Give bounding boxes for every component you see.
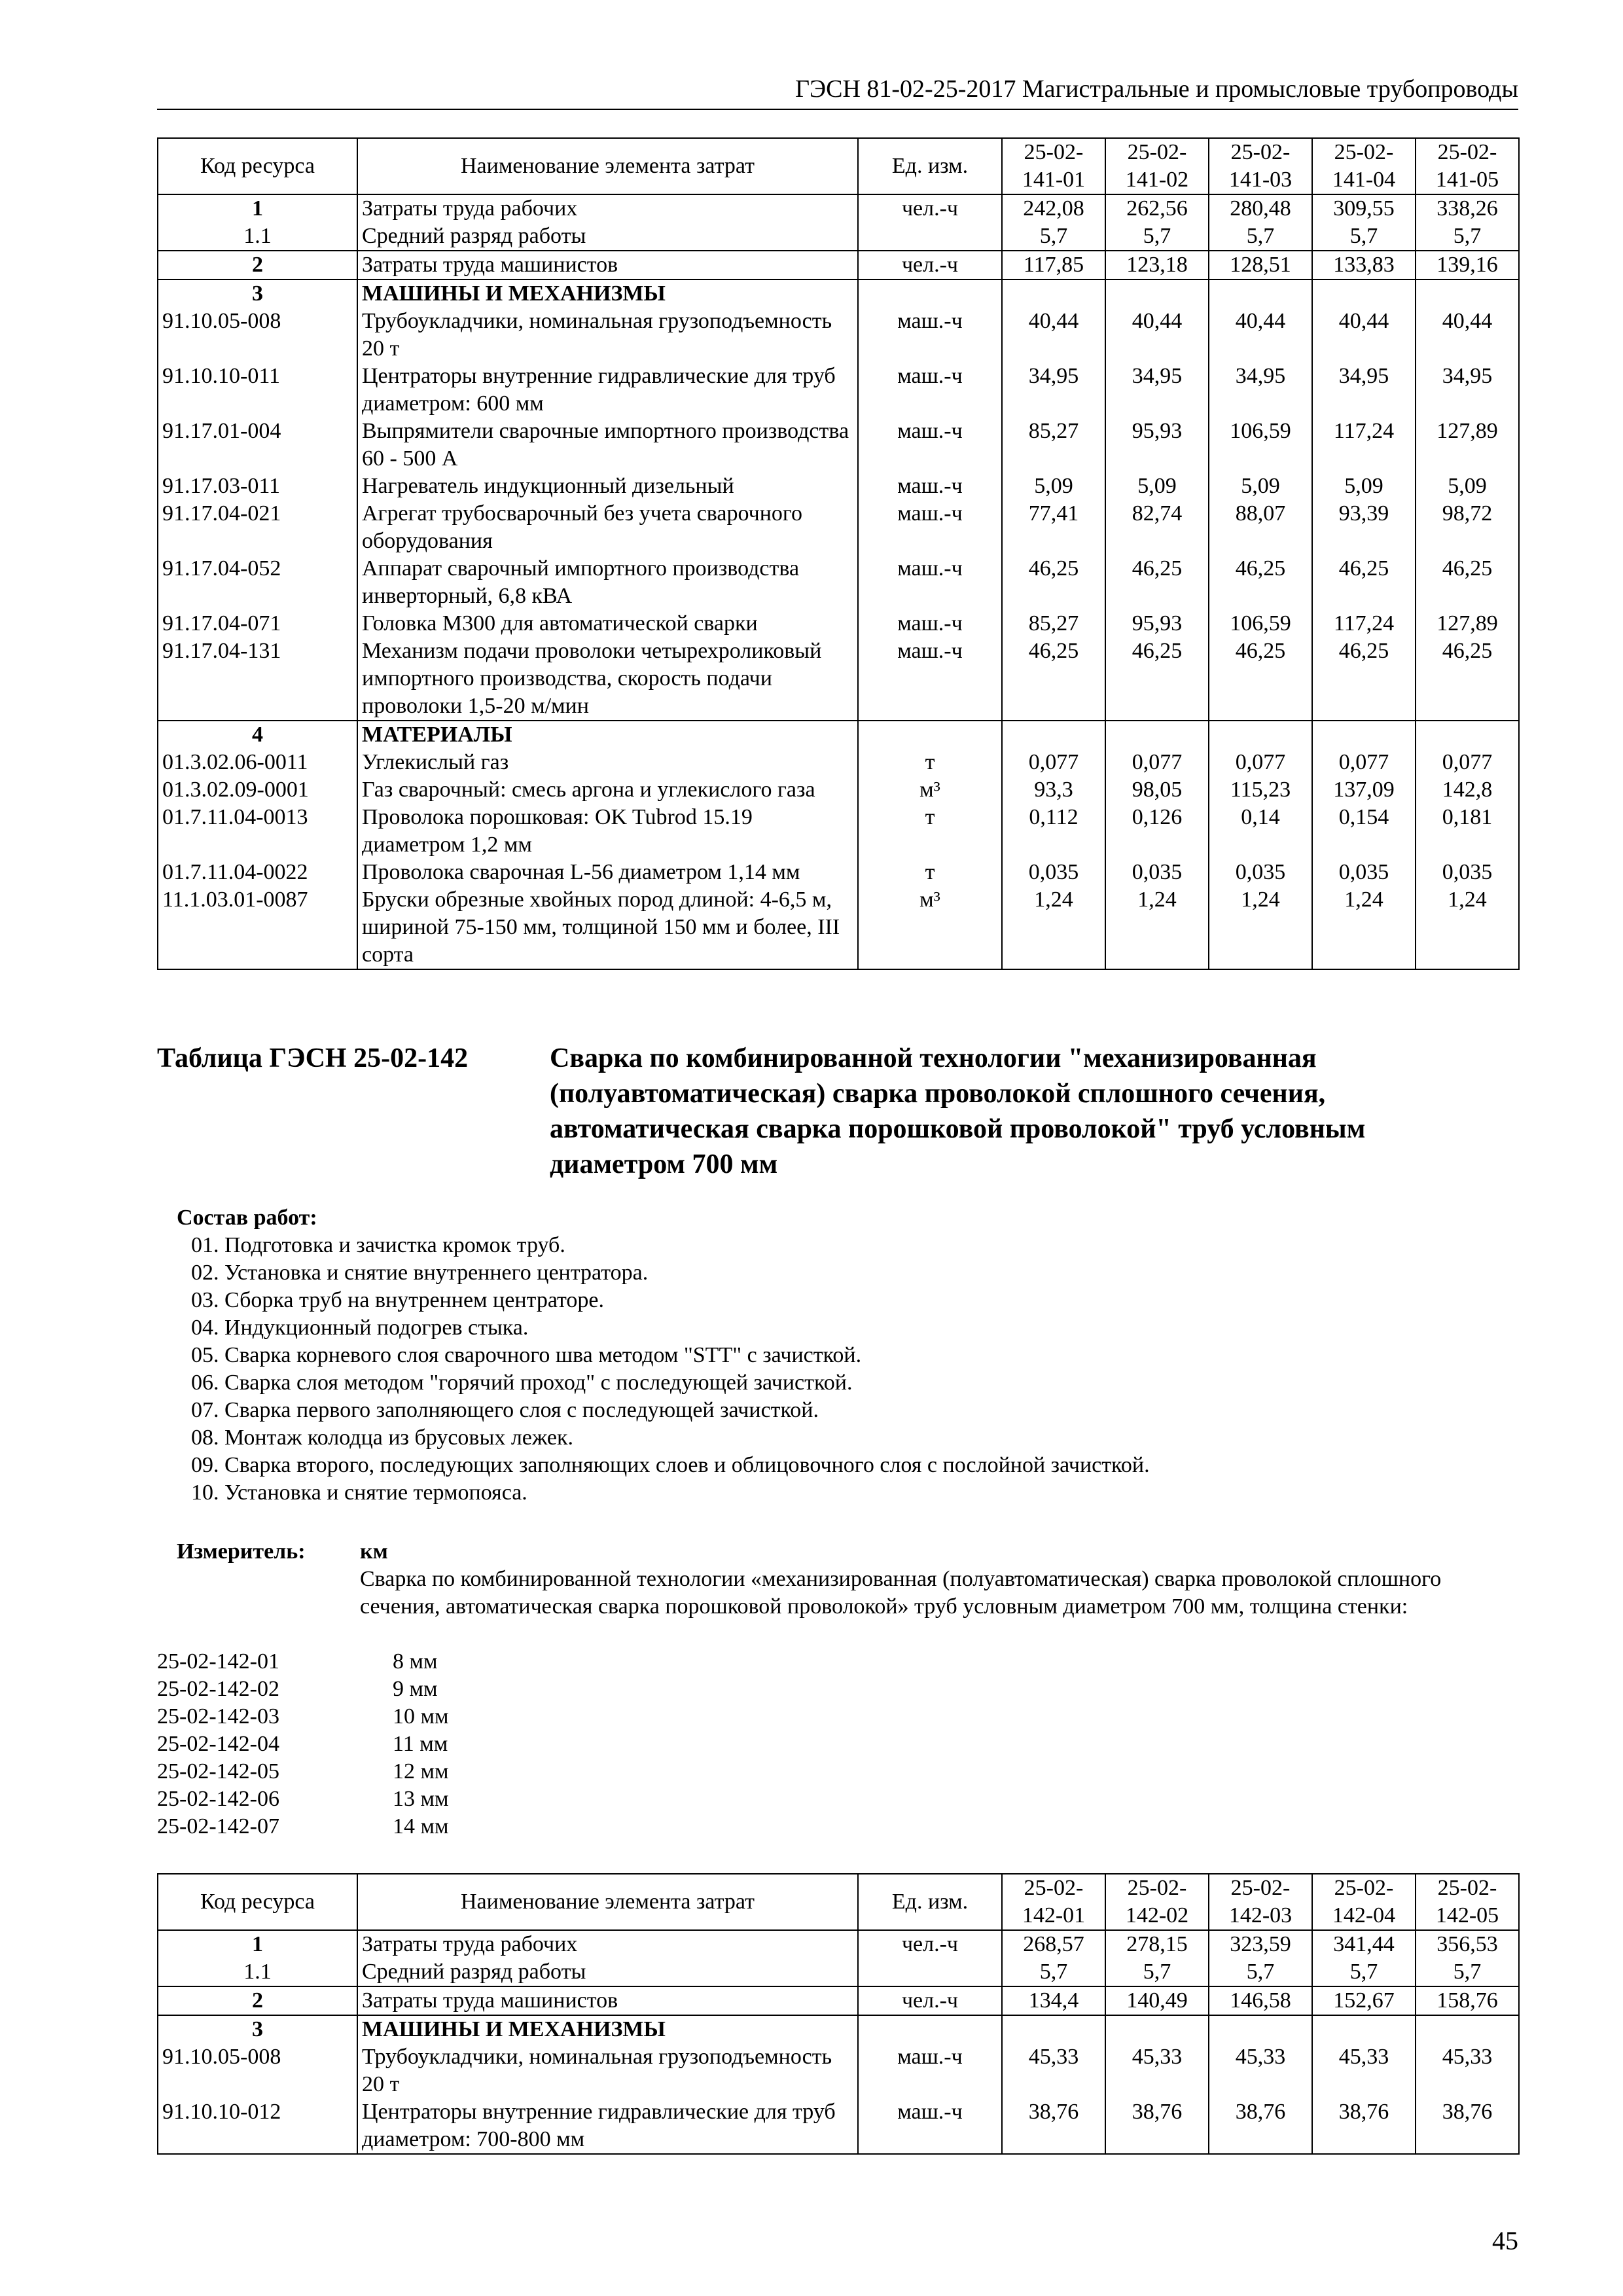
- resource-name-cell: Нагреватель индукционный дизельный: [357, 473, 858, 500]
- value-cell: 5,7: [1002, 1958, 1105, 1986]
- value-cell: 46,25: [1105, 555, 1209, 610]
- resource-name-cell: Средний разряд работы: [357, 223, 858, 251]
- value-cell: 46,25: [1312, 555, 1416, 610]
- value-cell: 152,67: [1312, 1986, 1416, 2015]
- column-header-code: Код ресурса: [158, 138, 357, 194]
- value-cell: [1002, 2015, 1105, 2043]
- value-cell: [1002, 721, 1105, 749]
- measure-row-code: 25-02-142-02: [157, 1677, 279, 1701]
- value-cell: 323,59: [1209, 1930, 1312, 1958]
- unit-cell: чел.-ч: [858, 194, 1002, 223]
- measure-row: [157, 1813, 615, 1840]
- unit-cell: [858, 223, 1002, 251]
- value-cell: [1105, 721, 1209, 749]
- measure-row-code: 25-02-142-05: [157, 1759, 279, 1784]
- work-composition-list: [157, 1232, 1518, 1507]
- value-cell: [1209, 2015, 1312, 2043]
- resource-code-cell: 1.1: [158, 1958, 357, 1986]
- column-header-norm: 25-02-142-02: [1105, 1874, 1209, 1930]
- resource-name-cell: Проволока порошковая: OK Tubrod 15.19 диаметром 1,2 мм: [357, 804, 858, 859]
- table-row: [158, 194, 1519, 223]
- measure-row-thickness: 10 мм: [393, 1704, 449, 1729]
- value-cell: 115,23: [1209, 776, 1312, 804]
- value-cell: 38,76: [1105, 2098, 1209, 2154]
- measure-row: [157, 1676, 615, 1703]
- value-cell: 34,95: [1105, 363, 1209, 418]
- column-header-norm: 25-02-141-01: [1002, 138, 1105, 194]
- value-cell: 0,077: [1312, 749, 1416, 776]
- value-cell: 0,112: [1002, 804, 1105, 859]
- value-cell: [1209, 721, 1312, 749]
- value-cell: 46,25: [1312, 637, 1416, 721]
- work-step-item: 04. Индукционный подогрев стыка.: [191, 1316, 529, 1340]
- resource-name-cell: Углекислый газ: [357, 749, 858, 776]
- table-row: [158, 859, 1519, 886]
- value-cell: [1416, 721, 1519, 749]
- table-heading-label: Таблица ГЭСН 25-02-142: [157, 1043, 469, 1073]
- resource-name-cell: МАШИНЫ И МЕХАНИЗМЫ: [357, 279, 858, 308]
- value-cell: 1,24: [1312, 886, 1416, 969]
- value-cell: 40,44: [1002, 308, 1105, 363]
- value-cell: 38,76: [1002, 2098, 1105, 2154]
- page-number: 45: [1492, 2226, 1518, 2255]
- resource-code-cell: 3: [158, 2015, 357, 2043]
- table-row: [158, 749, 1519, 776]
- value-cell: 5,09: [1416, 473, 1519, 500]
- value-cell: 268,57: [1002, 1930, 1105, 1958]
- resource-code-cell: 91.17.04-071: [158, 610, 357, 637]
- unit-cell: чел.-ч: [858, 251, 1002, 279]
- resource-name-cell: Аппарат сварочный импортного производства инверторный, 6,8 кВА: [357, 555, 858, 610]
- value-cell: 45,33: [1105, 2043, 1209, 2098]
- resource-name-cell: Центраторы внутренние гидравлические для труб диаметром: 700-800 мм: [357, 2098, 858, 2154]
- resource-code-cell: 91.17.03-011: [158, 473, 357, 500]
- value-cell: 38,76: [1416, 2098, 1519, 2154]
- value-cell: 40,44: [1416, 308, 1519, 363]
- measure-row: [157, 1648, 615, 1676]
- column-header-norm: 25-02-141-04: [1312, 138, 1416, 194]
- resource-code-cell: 11.1.03.01-0087: [158, 886, 357, 969]
- table-row: [158, 500, 1519, 555]
- work-step-item: 02. Установка и снятие внутреннего центратора.: [191, 1261, 649, 1285]
- value-cell: 85,27: [1002, 610, 1105, 637]
- resource-code-cell: 91.10.10-011: [158, 363, 357, 418]
- value-cell: 0,035: [1312, 859, 1416, 886]
- unit-cell: т: [858, 859, 1002, 886]
- unit-cell: т: [858, 804, 1002, 859]
- resource-table-141: [157, 137, 1520, 970]
- value-cell: 356,53: [1416, 1930, 1519, 1958]
- value-cell: 1,24: [1209, 886, 1312, 969]
- value-cell: 40,44: [1105, 308, 1209, 363]
- column-header-norm: 25-02-142-05: [1416, 1874, 1519, 1930]
- value-cell: 140,49: [1105, 1986, 1209, 2015]
- resource-name-cell: Центраторы внутренние гидравлические для труб диаметром: 600 мм: [357, 363, 858, 418]
- resource-table-142: [157, 1873, 1520, 2155]
- value-cell: 38,76: [1209, 2098, 1312, 2154]
- work-composition-heading: Состав работ:: [177, 1206, 317, 1230]
- value-cell: 5,7: [1105, 1958, 1209, 1986]
- value-cell: 0,035: [1209, 859, 1312, 886]
- measure-row: [157, 1731, 615, 1758]
- resource-code-cell: 2: [158, 251, 357, 279]
- value-cell: 0,14: [1209, 804, 1312, 859]
- column-header-norm: 25-02-141-03: [1209, 138, 1312, 194]
- unit-cell: маш.-ч: [858, 610, 1002, 637]
- value-cell: 77,41: [1002, 500, 1105, 555]
- value-cell: 38,76: [1312, 2098, 1416, 2154]
- value-cell: 34,95: [1209, 363, 1312, 418]
- value-cell: 93,39: [1312, 500, 1416, 555]
- resource-name-cell: Затраты труда рабочих: [357, 194, 858, 223]
- resource-code-cell: 91.17.04-131: [158, 637, 357, 721]
- value-cell: 142,8: [1416, 776, 1519, 804]
- value-cell: 5,09: [1312, 473, 1416, 500]
- unit-cell: маш.-ч: [858, 637, 1002, 721]
- table-row: [158, 555, 1519, 610]
- value-cell: 1,24: [1002, 886, 1105, 969]
- value-cell: 338,26: [1416, 194, 1519, 223]
- resource-code-cell: 1.1: [158, 223, 357, 251]
- value-cell: 128,51: [1209, 251, 1312, 279]
- resource-code-cell: 3: [158, 279, 357, 308]
- value-cell: 40,44: [1209, 308, 1312, 363]
- value-cell: 1,24: [1416, 886, 1519, 969]
- measure-row-thickness: 11 мм: [393, 1732, 448, 1756]
- value-cell: 242,08: [1002, 194, 1105, 223]
- resource-name-cell: Бруски обрезные хвойных пород длиной: 4-6,5 м, шириной 75-150 мм, толщиной 150 мм и более, III сорта: [357, 886, 858, 969]
- resource-name-cell: МАТЕРИАЛЫ: [357, 721, 858, 749]
- column-header-name: Наименование элемента затрат: [357, 138, 858, 194]
- table-row: [158, 363, 1519, 418]
- value-cell: 280,48: [1209, 194, 1312, 223]
- unit-cell: маш.-ч: [858, 363, 1002, 418]
- table-row: [158, 776, 1519, 804]
- unit-cell: маш.-ч: [858, 555, 1002, 610]
- resource-name-cell: МАШИНЫ И МЕХАНИЗМЫ: [357, 2015, 858, 2043]
- value-cell: 5,09: [1105, 473, 1209, 500]
- value-cell: 34,95: [1416, 363, 1519, 418]
- measure-row-thickness: 13 мм: [393, 1787, 449, 1811]
- work-step-item: 05. Сварка корневого слоя сварочного шва методом "STT" с зачисткой.: [191, 1343, 862, 1367]
- value-cell: 0,077: [1416, 749, 1519, 776]
- resource-code-cell: 91.10.05-008: [158, 2043, 357, 2098]
- work-step-item: 09. Сварка второго, последующих заполняющих слоев и облицовочного слоя с послойной зачисткой.: [191, 1453, 1150, 1477]
- value-cell: 5,09: [1209, 473, 1312, 500]
- resource-name-cell: Агрегат трубосварочный без учета сварочного оборудования: [357, 500, 858, 555]
- measure-row: [157, 1758, 615, 1785]
- table-row: [158, 637, 1519, 721]
- value-cell: 127,89: [1416, 418, 1519, 473]
- value-cell: 341,44: [1312, 1930, 1416, 1958]
- value-cell: 45,33: [1002, 2043, 1105, 2098]
- table-row: [158, 473, 1519, 500]
- work-step-item: 03. Сборка труб на внутреннем центраторе.: [191, 1288, 605, 1312]
- value-cell: 127,89: [1416, 610, 1519, 637]
- value-cell: 5,7: [1312, 223, 1416, 251]
- resource-code-cell: 91.17.04-052: [158, 555, 357, 610]
- value-cell: 137,09: [1312, 776, 1416, 804]
- value-cell: 93,3: [1002, 776, 1105, 804]
- resource-code-cell: 4: [158, 721, 357, 749]
- unit-cell: маш.-ч: [858, 2098, 1002, 2154]
- resource-code-cell: 1: [158, 1930, 357, 1958]
- value-cell: [1312, 2015, 1416, 2043]
- resource-name-cell: Трубоукладчики, номинальная грузоподъемность 20 т: [357, 308, 858, 363]
- resource-name-cell: Затраты труда рабочих: [357, 1930, 858, 1958]
- value-cell: 46,25: [1209, 637, 1312, 721]
- value-cell: 0,035: [1105, 859, 1209, 886]
- table-row: [158, 886, 1519, 969]
- table-row: [158, 1986, 1519, 2015]
- value-cell: 98,05: [1105, 776, 1209, 804]
- measure-description: Сварка по комбинированной технологии «механизированная (полуавтоматическая) сварка проволокой сплошного сечения, автоматическая сварка порошковой проволокой» труб условным диаметром 700 мм, толщина стенки:: [360, 1567, 1442, 1619]
- table-row: [158, 610, 1519, 637]
- value-cell: 117,24: [1312, 418, 1416, 473]
- value-cell: 0,077: [1002, 749, 1105, 776]
- value-cell: 5,09: [1002, 473, 1105, 500]
- value-cell: [1416, 279, 1519, 308]
- value-cell: [1209, 279, 1312, 308]
- column-header-norm: 25-02-142-03: [1209, 1874, 1312, 1930]
- value-cell: [1105, 2015, 1209, 2043]
- table-row: [158, 721, 1519, 749]
- measure-row-thickness: 12 мм: [393, 1759, 449, 1784]
- table-heading-title: Сварка по комбинированной технологии "механизированная (полуавтоматическая) сварка проволокой сплошного сечения, автоматическая сварка порошковой проволокой" труб условным диаметром 700 мм: [550, 1043, 1366, 1179]
- value-cell: 0,077: [1105, 749, 1209, 776]
- resource-name-cell: Затраты труда машинистов: [357, 1986, 858, 2015]
- resource-code-cell: 01.7.11.04-0013: [158, 804, 357, 859]
- measure-row-thickness: 8 мм: [393, 1649, 438, 1674]
- resource-name-cell: Затраты труда машинистов: [357, 251, 858, 279]
- table-row: [158, 2098, 1519, 2154]
- measure-row-code: 25-02-142-07: [157, 1814, 279, 1839]
- resource-name-cell: Трубоукладчики, номинальная грузоподъемность 20 т: [357, 2043, 858, 2098]
- value-cell: 45,33: [1312, 2043, 1416, 2098]
- column-header-unit: Ед. изм.: [858, 1874, 1002, 1930]
- value-cell: 5,7: [1416, 223, 1519, 251]
- value-cell: [1416, 2015, 1519, 2043]
- measure-row: [157, 1785, 615, 1813]
- value-cell: 106,59: [1209, 610, 1312, 637]
- value-cell: 88,07: [1209, 500, 1312, 555]
- work-step-item: 07. Сварка первого заполняющего слоя с последующей зачисткой.: [191, 1398, 819, 1422]
- resource-code-cell: 1: [158, 194, 357, 223]
- table-row: [158, 418, 1519, 473]
- unit-cell: [858, 279, 1002, 308]
- resource-name-cell: Газ сварочный: смесь аргона и углекислого газа: [357, 776, 858, 804]
- unit-cell: м³: [858, 776, 1002, 804]
- resource-code-cell: 91.17.01-004: [158, 418, 357, 473]
- resource-code-cell: 01.7.11.04-0022: [158, 859, 357, 886]
- resource-name-cell: Головка М300 для автоматической сварки: [357, 610, 858, 637]
- value-cell: [1105, 279, 1209, 308]
- work-step-item: 08. Монтаж колодца из брусовых лежек.: [191, 1426, 574, 1450]
- value-cell: 262,56: [1105, 194, 1209, 223]
- value-cell: 117,85: [1002, 251, 1105, 279]
- table-row: [158, 223, 1519, 251]
- value-cell: 5,7: [1416, 1958, 1519, 1986]
- value-cell: 0,035: [1416, 859, 1519, 886]
- value-cell: 82,74: [1105, 500, 1209, 555]
- unit-cell: маш.-ч: [858, 2043, 1002, 2098]
- value-cell: 46,25: [1105, 637, 1209, 721]
- value-cell: 85,27: [1002, 418, 1105, 473]
- value-cell: 309,55: [1312, 194, 1416, 223]
- value-cell: 123,18: [1105, 251, 1209, 279]
- unit-cell: [858, 2015, 1002, 2043]
- value-cell: 0,154: [1312, 804, 1416, 859]
- measure-row-thickness: 14 мм: [393, 1814, 449, 1839]
- value-cell: 95,93: [1105, 418, 1209, 473]
- value-cell: 5,7: [1312, 1958, 1416, 1986]
- table-row: [158, 308, 1519, 363]
- value-cell: 5,7: [1002, 223, 1105, 251]
- value-cell: [1312, 721, 1416, 749]
- value-cell: 0,126: [1105, 804, 1209, 859]
- table-row: [158, 251, 1519, 279]
- value-cell: 117,24: [1312, 610, 1416, 637]
- value-cell: 139,16: [1416, 251, 1519, 279]
- value-cell: 46,25: [1002, 555, 1105, 610]
- resource-code-cell: 91.10.10-012: [158, 2098, 357, 2154]
- value-cell: 134,4: [1002, 1986, 1105, 2015]
- measure-row-code: 25-02-142-03: [157, 1704, 279, 1729]
- unit-cell: чел.-ч: [858, 1930, 1002, 1958]
- table-row: [158, 2015, 1519, 2043]
- measure-row-code: 25-02-142-01: [157, 1649, 279, 1674]
- value-cell: 34,95: [1312, 363, 1416, 418]
- value-cell: 5,7: [1105, 223, 1209, 251]
- value-cell: 133,83: [1312, 251, 1416, 279]
- work-step-item: 10. Установка и снятие термопояса.: [191, 1480, 527, 1505]
- unit-cell: чел.-ч: [858, 1986, 1002, 2015]
- value-cell: 45,33: [1416, 2043, 1519, 2098]
- column-header-unit: Ед. изм.: [858, 138, 1002, 194]
- column-header-code: Код ресурса: [158, 1874, 357, 1930]
- running-header: ГЭСН 81-02-25-2017 Магистральные и промысловые трубопроводы: [157, 73, 1518, 110]
- unit-cell: маш.-ч: [858, 500, 1002, 555]
- unit-cell: [858, 1958, 1002, 1986]
- measure-row: [157, 1703, 615, 1731]
- column-header-norm: 25-02-142-01: [1002, 1874, 1105, 1930]
- value-cell: 5,7: [1209, 223, 1312, 251]
- value-cell: 40,44: [1312, 308, 1416, 363]
- work-composition: [157, 1204, 1518, 1507]
- resource-name-cell: Механизм подачи проволоки четырехроликовый импортного производства, скорость подачи проволоки 1,5-20 м/мин: [357, 637, 858, 721]
- resource-name-cell: Выпрямители сварочные импортного производства 60 - 500 А: [357, 418, 858, 473]
- column-header-norm: 25-02-142-04: [1312, 1874, 1416, 1930]
- table-row: [158, 1930, 1519, 1958]
- value-cell: 46,25: [1209, 555, 1312, 610]
- measure-unit: км: [360, 1539, 388, 1564]
- unit-cell: маш.-ч: [858, 308, 1002, 363]
- value-cell: 278,15: [1105, 1930, 1209, 1958]
- value-cell: 34,95: [1002, 363, 1105, 418]
- value-cell: 98,72: [1416, 500, 1519, 555]
- resource-code-cell: 01.3.02.09-0001: [158, 776, 357, 804]
- resource-code-cell: 2: [158, 1986, 357, 2015]
- column-header-norm: 25-02-141-05: [1416, 138, 1519, 194]
- value-cell: [1002, 279, 1105, 308]
- value-cell: 45,33: [1209, 2043, 1312, 2098]
- unit-cell: т: [858, 749, 1002, 776]
- value-cell: [1312, 279, 1416, 308]
- value-cell: 95,93: [1105, 610, 1209, 637]
- value-cell: 1,24: [1105, 886, 1209, 969]
- resource-code-cell: 91.17.04-021: [158, 500, 357, 555]
- measure-row-code: 25-02-142-06: [157, 1787, 279, 1811]
- table-row: [158, 2043, 1519, 2098]
- table-row: [158, 804, 1519, 859]
- work-step-item: 06. Сварка слоя методом "горячий проход" с последующей зачисткой.: [191, 1371, 853, 1395]
- value-cell: 5,7: [1209, 1958, 1312, 1986]
- column-header-norm: 25-02-141-02: [1105, 138, 1209, 194]
- column-header-name: Наименование элемента затрат: [357, 1874, 858, 1930]
- value-cell: 46,25: [1416, 555, 1519, 610]
- measure-label: Измеритель:: [177, 1539, 306, 1564]
- measure-row-code: 25-02-142-04: [157, 1732, 279, 1756]
- value-cell: 0,181: [1416, 804, 1519, 859]
- value-cell: 0,077: [1209, 749, 1312, 776]
- unit-cell: м³: [858, 886, 1002, 969]
- work-step-item: 01. Подготовка и зачистка кромок труб.: [191, 1233, 565, 1257]
- value-cell: 46,25: [1416, 637, 1519, 721]
- resource-code-cell: 01.3.02.06-0011: [158, 749, 357, 776]
- unit-cell: маш.-ч: [858, 473, 1002, 500]
- resource-name-cell: Проволока сварочная L-56 диаметром 1,14 мм: [357, 859, 858, 886]
- resource-name-cell: Средний разряд работы: [357, 1958, 858, 1986]
- value-cell: 0,035: [1002, 859, 1105, 886]
- value-cell: 158,76: [1416, 1986, 1519, 2015]
- value-cell: 106,59: [1209, 418, 1312, 473]
- value-cell: 146,58: [1209, 1986, 1312, 2015]
- table-row: [158, 279, 1519, 308]
- value-cell: 46,25: [1002, 637, 1105, 721]
- measure-rows: [157, 1648, 615, 1840]
- resource-code-cell: 91.10.05-008: [158, 308, 357, 363]
- unit-cell: [858, 721, 1002, 749]
- table-row: [158, 1958, 1519, 1986]
- unit-cell: маш.-ч: [858, 418, 1002, 473]
- measure-row-thickness: 9 мм: [393, 1677, 438, 1701]
